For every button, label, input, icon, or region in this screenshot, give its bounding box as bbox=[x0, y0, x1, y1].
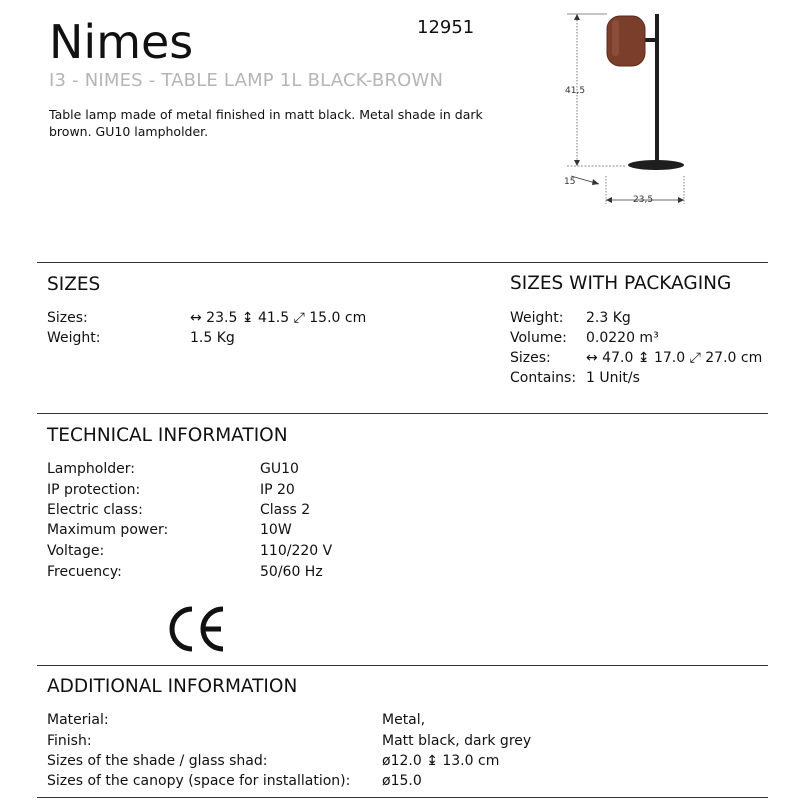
sizes-label: Sizes: bbox=[47, 310, 88, 326]
canopy-size-value: ø15.0 bbox=[382, 773, 422, 789]
additional-title: ADDITIONAL INFORMATION bbox=[47, 676, 298, 697]
packaging-volume-label: Volume: bbox=[510, 330, 567, 346]
packaging-sizes-value: ↔ 47.0 ↨ 17.0 ⤢ 27.0 cm bbox=[586, 350, 763, 366]
lampholder-value: GU10 bbox=[260, 461, 299, 477]
weight-label: Weight: bbox=[47, 330, 101, 346]
material-value: Metal, bbox=[382, 712, 426, 728]
height-dimension-label: 41,5 bbox=[565, 86, 586, 96]
packaging-title: SIZES WITH PACKAGING bbox=[510, 273, 732, 294]
finish-value: Matt black, dark grey bbox=[382, 733, 532, 749]
material-row bbox=[47, 710, 747, 730]
packaging-volume-row bbox=[510, 328, 780, 348]
shade-size-row bbox=[47, 751, 747, 771]
width-dimension-label: 23,5 bbox=[633, 195, 654, 205]
packaging-sizes-row bbox=[510, 348, 780, 368]
shade-size-label: Sizes of the shade / glass shad: bbox=[47, 753, 268, 769]
voltage-value: 110/220 V bbox=[260, 543, 333, 559]
maximum-power-row bbox=[47, 520, 447, 540]
section-divider bbox=[37, 797, 768, 798]
finish-row bbox=[47, 731, 747, 751]
packaging-contains-value: 1 Unit/s bbox=[586, 370, 640, 386]
canopy-size-label: Sizes of the canopy (space for installation): bbox=[47, 773, 351, 789]
maximum-power-label: Maximum power: bbox=[47, 522, 169, 538]
technical-title: TECHNICAL INFORMATION bbox=[47, 425, 288, 446]
packaging-volume-value: 0.0220 m³ bbox=[586, 330, 659, 346]
voltage-row bbox=[47, 541, 447, 561]
material-label: Material: bbox=[47, 712, 109, 728]
packaging-contains-row bbox=[510, 368, 780, 388]
sizes-title: SIZES bbox=[47, 274, 101, 295]
frequency-value: 50/60 Hz bbox=[260, 564, 323, 580]
ip-protection-label: IP protection: bbox=[47, 482, 141, 498]
depth-dimension-label: 15 bbox=[564, 177, 576, 187]
canopy-size-row bbox=[47, 771, 747, 791]
maximum-power-value: 10W bbox=[260, 522, 292, 538]
packaging-weight-label: Weight: bbox=[510, 310, 564, 326]
lampholder-label: Lampholder: bbox=[47, 461, 135, 477]
lampholder-row bbox=[47, 459, 447, 479]
ip-protection-value: IP 20 bbox=[260, 482, 295, 498]
sizes-value: ↔ 23.5 ↨ 41.5 ⤢ 15.0 cm bbox=[190, 310, 367, 326]
packaging-sizes-label: Sizes: bbox=[510, 350, 551, 366]
product-reference: 12951 bbox=[417, 17, 475, 38]
electric-class-row bbox=[47, 500, 447, 520]
packaging-weight-value: 2.3 Kg bbox=[586, 310, 631, 326]
packaging-weight-row bbox=[510, 308, 780, 328]
section-divider bbox=[37, 665, 768, 666]
product-subtitle: I3 - NIMES - TABLE LAMP 1L BLACK-BROWN bbox=[49, 70, 444, 91]
product-description: Table lamp made of metal finished in matt black. Metal shade in dark brown. GU10 lampholder. bbox=[49, 107, 483, 139]
frequency-row bbox=[47, 562, 447, 582]
sizes-row bbox=[47, 308, 467, 328]
electric-class-label: Electric class: bbox=[47, 502, 143, 518]
section-divider bbox=[37, 262, 768, 263]
product-name: Nimes bbox=[49, 15, 194, 69]
section-divider bbox=[37, 413, 768, 414]
frequency-label: Frecuency: bbox=[47, 564, 122, 580]
finish-label: Finish: bbox=[47, 733, 92, 749]
voltage-label: Voltage: bbox=[47, 543, 105, 559]
shade-size-value: ø12.0 ↨ 13.0 cm bbox=[382, 753, 500, 769]
ip-protection-row bbox=[47, 480, 447, 500]
packaging-contains-label: Contains: bbox=[510, 370, 577, 386]
lamp-dimension-drawing bbox=[555, 6, 705, 216]
ce-mark-icon bbox=[167, 603, 227, 655]
weight-row bbox=[47, 328, 467, 348]
weight-value: 1.5 Kg bbox=[190, 330, 235, 346]
electric-class-value: Class 2 bbox=[260, 502, 311, 518]
